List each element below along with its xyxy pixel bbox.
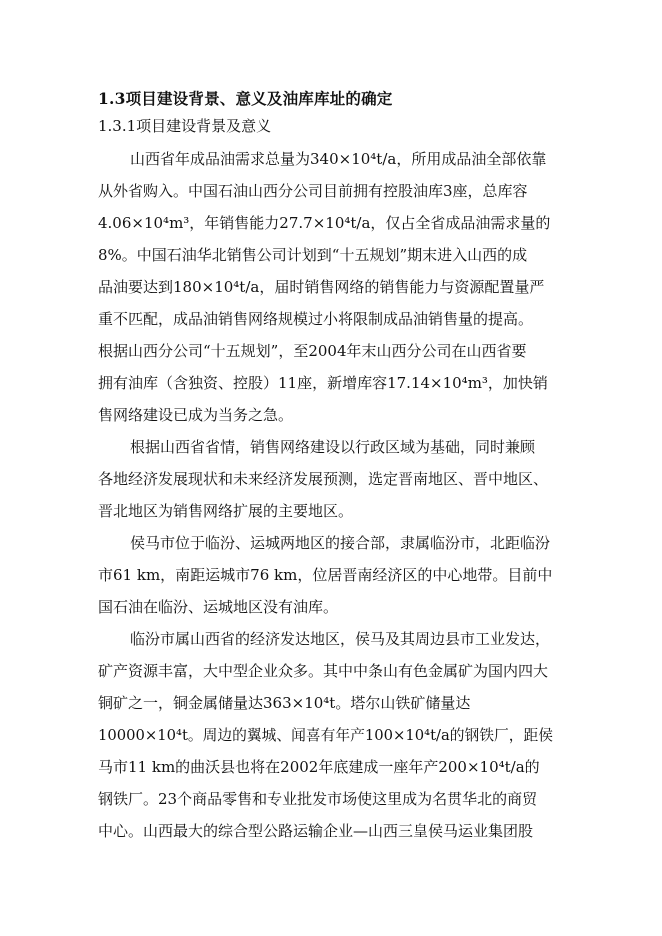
text-line: 售网络建设已成为当务之急。	[98, 406, 294, 424]
text-line: 国石油在临汾、运城地区没有油库。	[98, 598, 339, 616]
text-line: 临汾市属山西省的经济发达地区，侯马及其周边县市工业发达，	[130, 630, 551, 648]
text-line: 4.06×10⁴m³，年销售能力27.7×10⁴t/a，仅占全省成品油需求量的	[98, 214, 551, 232]
text-line: 山西省年成品油需求总量为340×10⁴t/a，所用成品油全部依靠	[130, 150, 547, 168]
text-line: 矿产资源丰富，大中型企业众多。其中中条山有色金属矿为国内四大	[98, 662, 549, 680]
text-line: 侯马市位于临汾、运城两地区的接合部，隶属临汾市，北距临汾	[130, 534, 551, 552]
text-line: 重不匹配，成品油销售网络规模过小将限制成品油销售量的提高。	[98, 310, 534, 328]
text-line: 8%。中国石油华北销售公司计划到“十五规划”期末进入山西的成	[98, 246, 528, 264]
text-line: 从外省购入。中国石油山西分公司目前拥有控股油库3座，总库容	[98, 182, 528, 200]
text-line: 各地经济发展现状和未来经济发展预测，选定晋南地区、晋中地区、	[98, 470, 549, 488]
text-line: 根据山西省省情，销售网络建设以行政区域为基础，同时兼顾	[130, 438, 536, 456]
text-line: 根据山西分公司“十五规划”，至2004年末山西分公司在山西省要	[98, 342, 527, 360]
text-line: 品油要达到180×10⁴t/a，届时销售网络的销售能力与资源配置量严	[98, 278, 545, 296]
text-line: 晋北地区为销售网络扩展的主要地区。	[98, 502, 354, 520]
subsection-heading: 1.3.1项目建设背景及意义	[98, 117, 272, 135]
text-line: 铜矿之一，铜金属储量达363×10⁴t。塔尔山铁矿储量达	[98, 694, 471, 712]
section-heading: 1.3项目建设背景、意义及油库库址的确定	[98, 89, 393, 108]
text-line: 钢铁厂。23个商品零售和专业批发市场使这里成为名贯华北的商贸	[98, 790, 538, 808]
text-line: 10000×10⁴t。周边的翼城、闻喜有年产100×10⁴t/a的钢铁厂，距侯	[98, 727, 554, 744]
text-line: 拥有油库（含独资、控股）11座，新增库容17.14×10⁴m³，加快销	[98, 374, 548, 392]
text-line: 中心。山西最大的综合型公路运输企业—山西三皇侯马运业集团股	[98, 822, 534, 840]
text-line: 马市11 km的曲沃县也将在2002年底建成一座年产200×10⁴t/a的	[98, 758, 540, 776]
text-line: 市61 km，南距运城市76 km，位居晋南经济区的中心地带。目前中	[98, 566, 553, 584]
